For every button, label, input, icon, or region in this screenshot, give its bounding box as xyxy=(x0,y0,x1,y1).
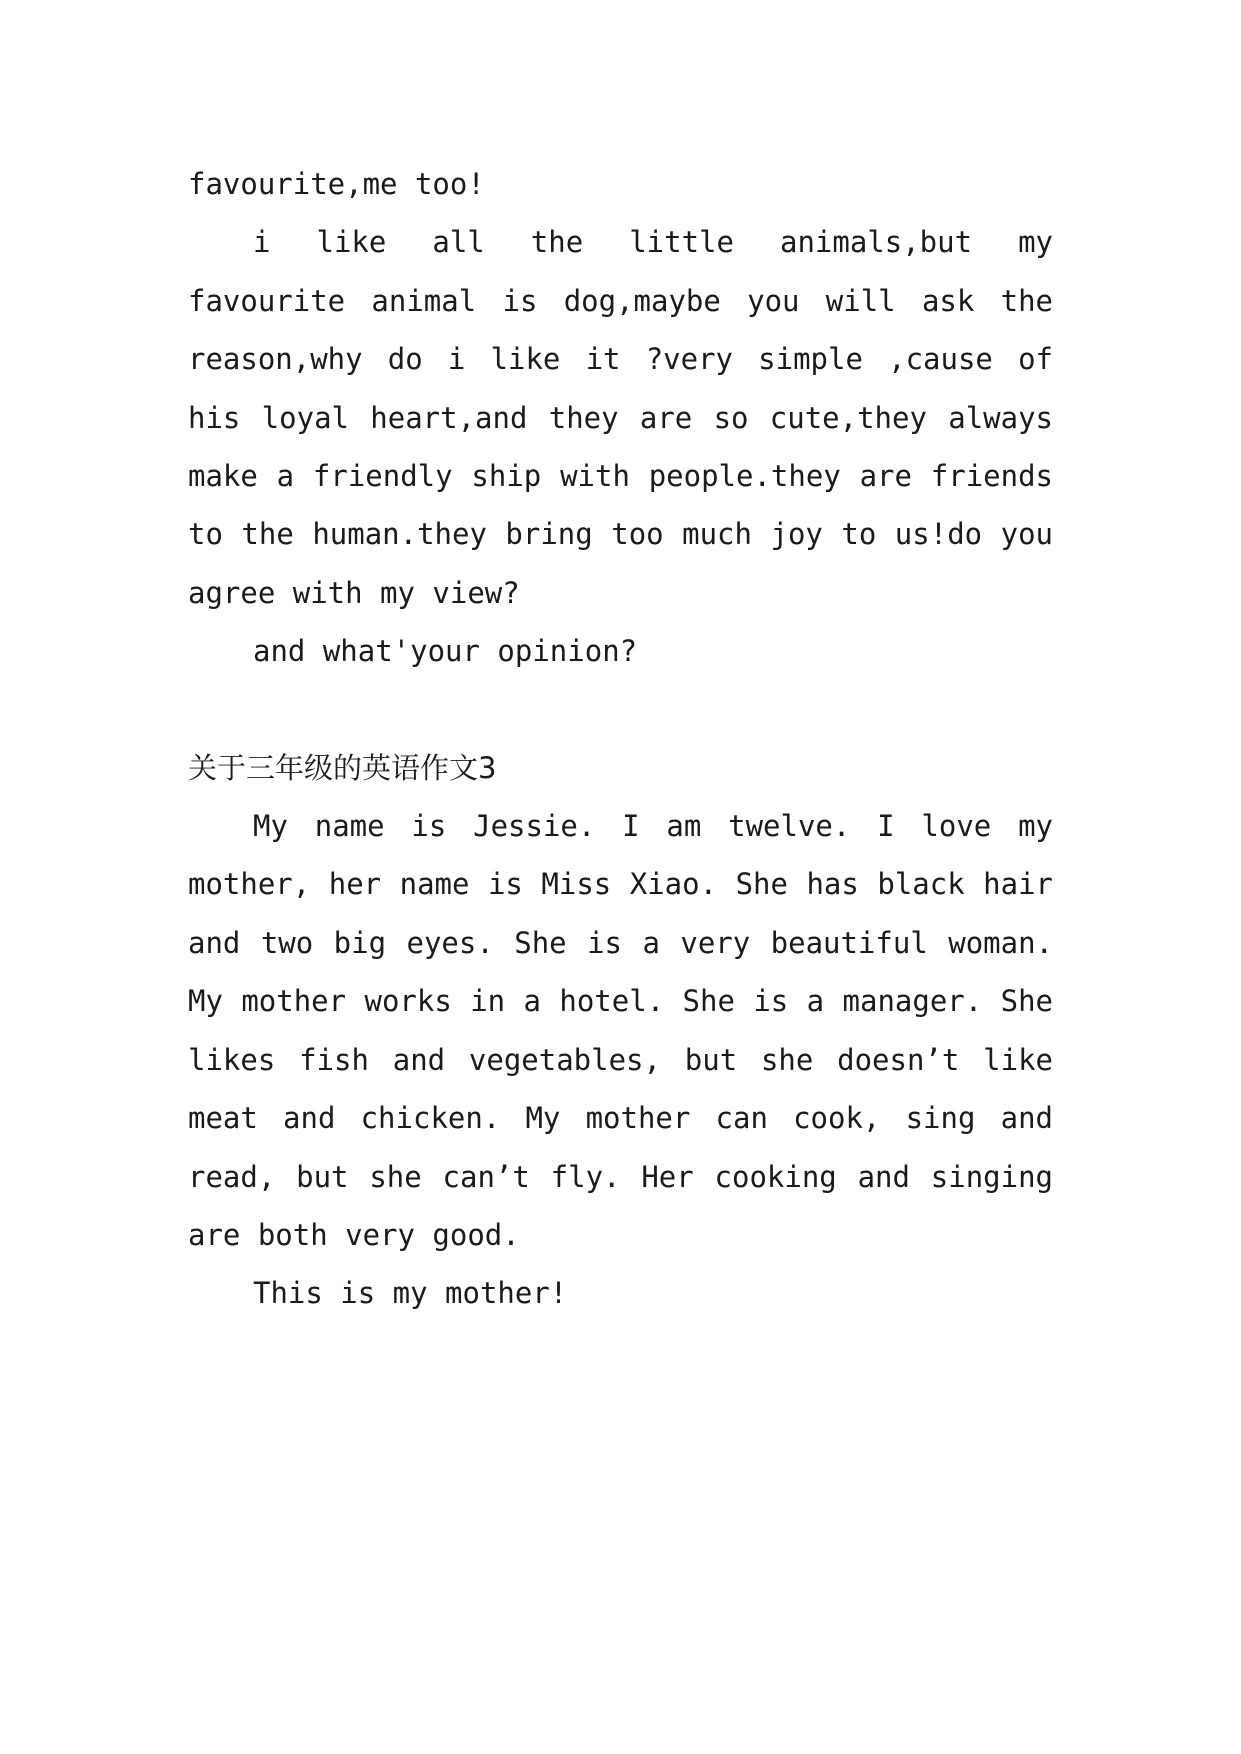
essay2-paragraph-1: i like all the little animals,but my favourite animal is dog,maybe you will ask the reason,why do i like it ?very simple ,cause of his loyal heart,and they are so cute,they always make a friendly ship with people.they are friends to the human.they bring too much joy to us!do you agree with my view? xyxy=(188,225,1053,610)
essay3-paragraph-1: My name is Jessie. I am twelve. I love my mother, her name is Miss Xiao. She has black hair and two big eyes. She is a very beautiful woman. My mother works in a hotel. She is a manager. She likes fish and vegetables, but she doesn’t like meat and chicken. My mother can cook, sing and read, but she can’t fly. Her cooking and singing are both very good. xyxy=(188,809,1053,1252)
essay2-paragraph-2: and what'your opinion? xyxy=(253,634,638,669)
section-gap xyxy=(188,681,1053,739)
document-body xyxy=(188,155,1053,1323)
continued-line: favourite,me too! xyxy=(188,167,485,201)
essay3-title: 关于三年级的英语作文3 xyxy=(188,750,497,785)
essay3-paragraph-2: This is my mother! xyxy=(253,1276,568,1311)
